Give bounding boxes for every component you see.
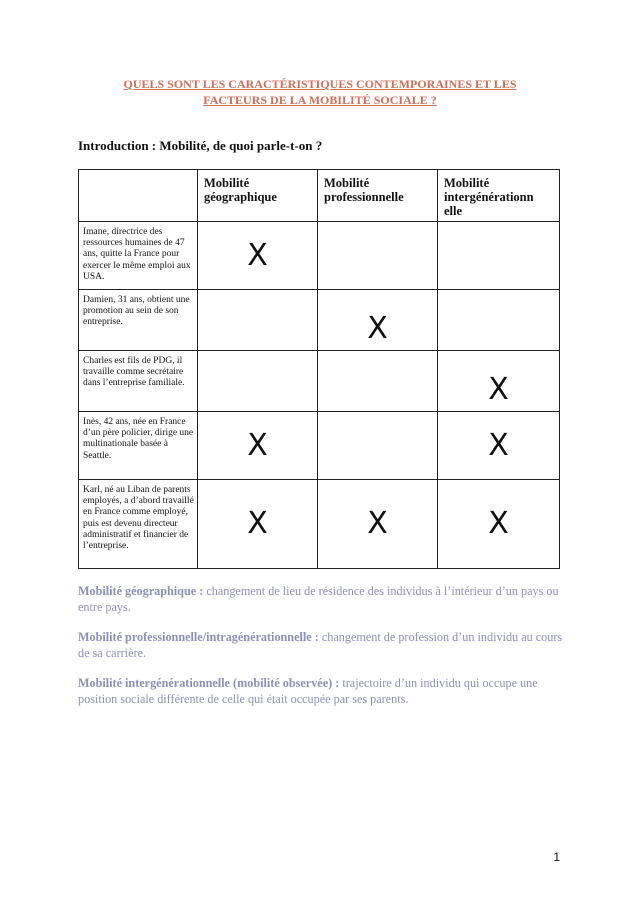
header-label: Mobilité intergénérationn elle [444, 176, 534, 218]
x-mark: X [367, 506, 388, 541]
page-number: 1 [553, 850, 560, 864]
table-row [79, 351, 560, 412]
row-label: Damien, 31 ans, obtient une promotion au sein de son entreprise. [79, 290, 198, 351]
mark-cell [198, 351, 318, 412]
definition-term: Mobilité intergénérationnelle (mobilité observée) : [78, 676, 340, 690]
mark-cell [198, 480, 318, 569]
row-label: Karl, né au Liban de parents employés, a d’abord travaillé en France comme employé, puis est devenu directeur administratif et financier de l’entreprise. [79, 480, 198, 569]
definition-text: changement de profession d’un individu au cours de sa carrière. [78, 630, 563, 660]
x-mark: X [367, 311, 388, 346]
definition-term: Mobilité professionnelle/intragénérationnelle : [78, 630, 319, 644]
header-cell-empty [79, 170, 198, 222]
header-cell [198, 170, 318, 222]
mobility-table [78, 169, 560, 569]
x-mark: X [488, 427, 509, 463]
mark-cell [318, 480, 438, 569]
section-heading: Introduction : Mobilité, de quoi parle-t-on ? [78, 138, 323, 153]
row-label: Charles est fils de PDG, il travaille comme secrétaire dans l’entreprise familiale. [79, 351, 198, 412]
mark-cell [198, 290, 318, 351]
mark-cell [318, 412, 438, 480]
row-label: Inès, 42 ans, née en France d’un père policier, dirige une multinationale basée à Seattle. [79, 412, 198, 480]
page-title-line-1: QUELS SONT LES CARACTÉRISTIQUES CONTEMPORAINES ET LES [123, 77, 517, 91]
mark-cell [438, 480, 560, 569]
definition-geographic [78, 583, 568, 615]
definition-intergenerational [78, 675, 568, 707]
mark-cell [438, 290, 560, 351]
mark-cell [438, 222, 560, 290]
definition-text: changement de lieu de résidence des individus à l’intérieur d’un pays ou entre pays. [78, 584, 559, 614]
mark-cell [318, 222, 438, 290]
definition-professional [78, 629, 568, 661]
mark-cell [318, 290, 438, 351]
x-mark: X [247, 506, 268, 541]
mark-cell [438, 351, 560, 412]
mark-cell [438, 412, 560, 480]
definition-term: Mobilité géographique : [78, 584, 204, 598]
table-row [79, 412, 560, 480]
page-title [80, 77, 560, 108]
header-cell [318, 170, 438, 222]
table-header-row [79, 170, 560, 222]
x-mark: X [488, 506, 509, 541]
table-row [79, 222, 560, 290]
table-row [79, 290, 560, 351]
definition-text: trajectoire d’un individu qui occupe une position sociale différente de celle qui était occupée par ses parents. [78, 676, 538, 706]
page-title-line-2: FACTEURS DE LA MOBILITÉ SOCIALE ? [203, 92, 437, 107]
x-mark: X [247, 427, 268, 463]
header-label: Mobilité professionnelle [324, 176, 404, 204]
header-cell [438, 170, 560, 222]
x-mark: X [247, 237, 268, 273]
header-label: Mobilité géographique [204, 176, 277, 204]
row-label: Imane, directrice des ressources humaines de 47 ans, quitte la France pour exercer le même emploi aux USA. [79, 222, 198, 290]
table-row [79, 480, 560, 569]
x-mark: X [488, 372, 509, 407]
mark-cell [198, 412, 318, 480]
mark-cell [318, 351, 438, 412]
mark-cell [198, 222, 318, 290]
